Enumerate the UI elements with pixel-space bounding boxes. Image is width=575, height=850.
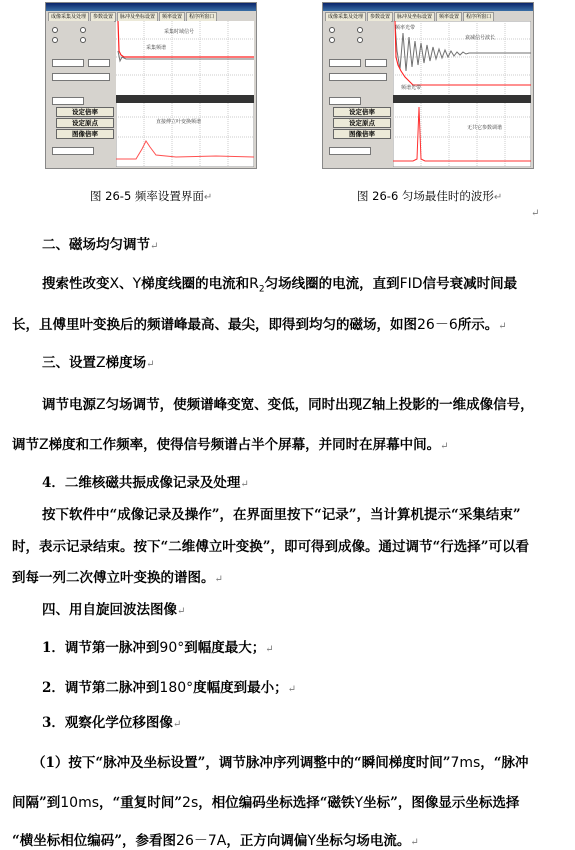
- section-heading: 4．二维核磁共振成像记录及处理↵: [42, 475, 249, 491]
- paragraph-line: 间隔”到10ms，“重复时间”2s，相位编码坐标选择“磁铁Y坐标”，图像显示坐标选择: [12, 795, 520, 811]
- paragraph-line: （1）按下“脉冲及坐标设置”，调节脉冲序列调整中的“瞬间梯度时间”7ms，“脉冲: [32, 755, 529, 771]
- tab: 脉冲及坐标设置: [394, 12, 435, 22]
- field: [52, 147, 94, 155]
- tab: 频率设置: [159, 12, 185, 22]
- window-tabs: [48, 12, 217, 20]
- figure-frequency-setting-screenshot: [45, 2, 257, 169]
- set-ratio-button: 设定倍率: [56, 107, 114, 117]
- plot-area: [393, 21, 531, 167]
- list-item: 1．调节第一脉冲到90°到幅度最大；↵: [42, 640, 274, 656]
- plot-area: [116, 21, 254, 167]
- figure-caption-left: 图 26-5 频率设置界面↵: [90, 189, 213, 203]
- field: [329, 147, 371, 155]
- annotation: 频率光带: [395, 25, 416, 31]
- annotation: 采集频谱: [146, 45, 167, 51]
- field: [329, 59, 361, 67]
- figure-caption-right: 图 26-6 匀场最佳时的波形↵: [357, 189, 503, 203]
- field: [329, 73, 387, 81]
- radio: [357, 37, 363, 43]
- section-heading: 三、设置Z梯度场↵: [42, 355, 155, 371]
- list-item: 2．调节第二脉冲到180°度幅度到最小；↵: [42, 680, 297, 696]
- annotation: 采集时域信号: [164, 29, 195, 35]
- tab: 程序所窗口: [186, 12, 217, 22]
- field: [88, 59, 110, 67]
- radio: [80, 27, 86, 33]
- tab: 参数设置: [367, 12, 393, 22]
- annotation: 无共它参数调谐: [467, 125, 503, 131]
- paragraph-line: 调节Z梯度和工作频率，使得信号频谱占半个屏幕，并同时在屏幕中间。↵: [12, 437, 449, 453]
- control-panel: [325, 21, 391, 166]
- window-titlebar: [323, 3, 533, 11]
- annotation: 直接傅立叶变换频谱: [156, 119, 202, 125]
- radio: [329, 27, 335, 33]
- image-ratio-button: 图像倍率: [333, 129, 391, 139]
- paragraph-line: 调节电源Z匀场调节，使频谱峰变宽、变低，同时出现Z轴上投影的一维成像信号，: [42, 397, 534, 413]
- annotation: 频谱光带: [401, 85, 422, 91]
- paragraph-line: 时，表示记录结束。按下“二维傅立叶变换”，即可得到成像。通过调节“行选择”可以看: [12, 539, 530, 555]
- annotation: 衰减信号波长: [465, 35, 496, 41]
- radio: [329, 37, 335, 43]
- control-panel: [48, 21, 114, 166]
- tab: 成像采集及处理: [48, 12, 89, 22]
- set-origin-button: 设定原点: [56, 118, 114, 128]
- image-ratio-button: 图像倍率: [56, 129, 114, 139]
- radio: [52, 27, 58, 33]
- tab: 频率设置: [436, 12, 462, 22]
- paragraph-line: “横坐标相位编码”，参看图26－7A，正方向调偏Y坐标匀场电流。↵: [12, 833, 419, 849]
- paragraph-line: 长，且傅里叶变换后的频谱峰最高、最尖，即得到均匀的磁场，如图26－6所示。↵: [12, 317, 507, 333]
- figure-optimal-shim-waveform-screenshot: [322, 2, 534, 169]
- section-heading: 二、磁场均匀调节↵: [42, 237, 159, 253]
- field: [365, 59, 387, 67]
- tab: 参数设置: [90, 12, 116, 22]
- return-mark: ↵: [531, 208, 540, 219]
- set-ratio-button: 设定倍率: [333, 107, 391, 117]
- field: [52, 59, 84, 67]
- field: [329, 97, 361, 105]
- paragraph-line: 搜索性改变X、Y梯度线圈的电流和$R_2$匀场线圈的电流，直到FID信号衰减时间最: [42, 276, 518, 295]
- field: [52, 73, 110, 81]
- section-heading: 四、用自旋回波法图像↵: [42, 602, 186, 618]
- field: [52, 97, 84, 105]
- radio: [357, 27, 363, 33]
- list-item: 3．观察化学位移图像↵: [42, 715, 182, 731]
- set-origin-button: 设定原点: [333, 118, 391, 128]
- tab: 成像采集及处理: [325, 12, 366, 22]
- tab: 程序所窗口: [463, 12, 494, 22]
- tab: 脉冲及坐标设置: [117, 12, 158, 22]
- window-titlebar: [46, 3, 256, 11]
- radio: [80, 37, 86, 43]
- paragraph-line: 到每一列二次傅立叶变换的谱图。↵: [12, 570, 223, 586]
- radio: [52, 37, 58, 43]
- window-tabs: [325, 12, 494, 20]
- paragraph-line: 按下软件中“成像记录及操作”，在界面里按下“记录”，当计算机提示“采集结束”: [42, 507, 521, 523]
